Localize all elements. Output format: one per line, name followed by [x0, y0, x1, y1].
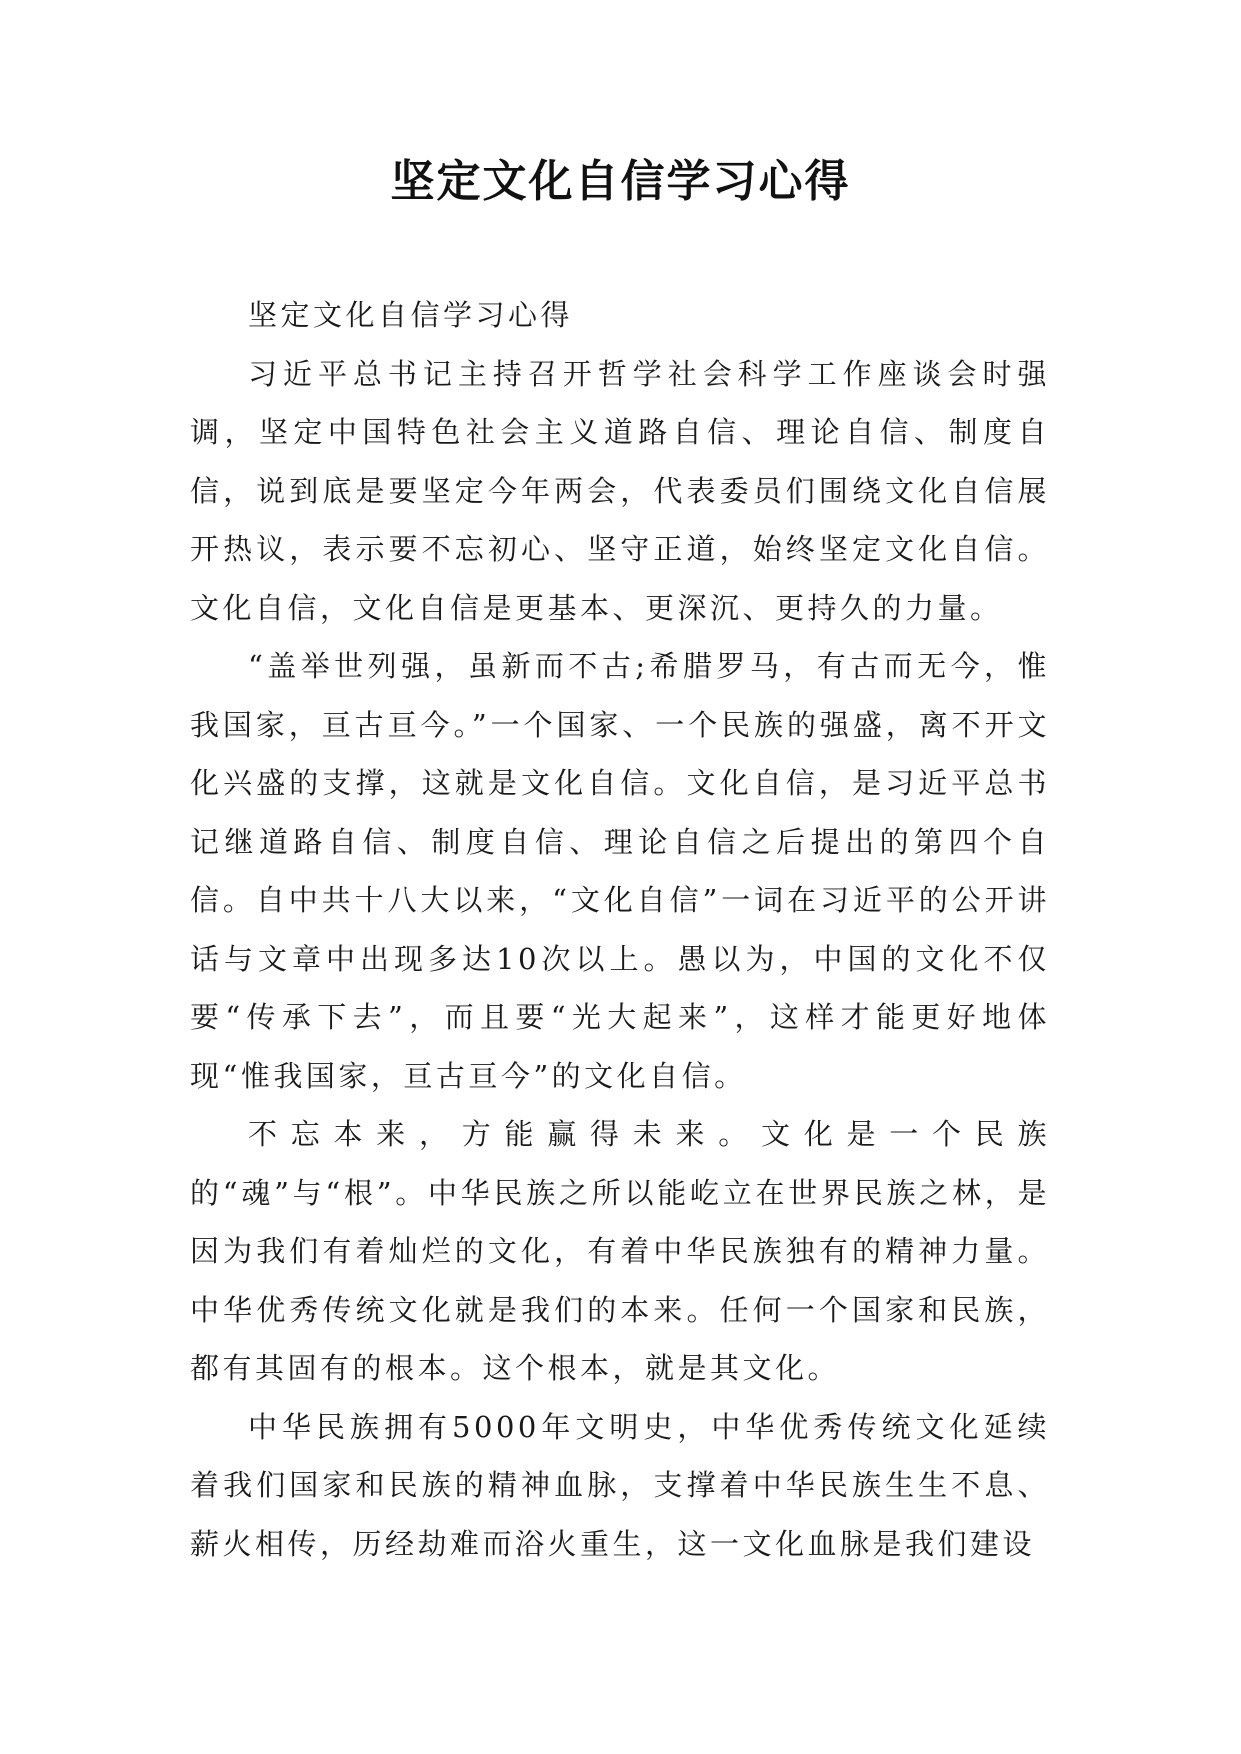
paragraph: 不忘本来，方能赢得未来。文化是一个民族的“魂”与“根”。中华民族之所以能屹立在世界民族之林，是因为我们有着灿烂的文化，有着中华民族独有的精神力量。中华优秀传统文化就是我们的本来。任何一个国家和民族，都有其固有的根本。这个根本，就是其文化。	[190, 1117, 1050, 1385]
paragraph-heading: 坚定文化自信学习心得	[248, 298, 574, 332]
document-title: 坚定文化自信学习心得	[390, 156, 851, 207]
paragraph: “盖举世列强，虽新而不古;希腊罗马，有古而无今，惟我国家，亘古亘今。”一个国家、一个民族的强盛，离不开文化兴盛的支撑，这就是文化自信。文化自信，是习近平总书记继道路自信、制度自信、理论自信之后提出的第四个自信。自中共十八大以来，“文化自信”一词在习近平的公开讲话与文章中出现多达10次以上。愚以为，中国的文化不仅要“传承下去”，而且要“光大起来”，这样才能更好地体现“惟我国家，亘古亘今”的文化自信。	[190, 649, 1050, 1093]
document-body	[190, 286, 1050, 1573]
paragraph: 习近平总书记主持召开哲学社会科学工作座谈会时强调，坚定中国特色社会主义道路自信、理论自信、制度自信，说到底是要坚定今年两会，代表委员们围绕文化自信展开热议，表示要不忘初心、坚守正道，始终坚定文化自信。文化自信，文化自信是更基本、更深沉、更持久的力量。	[190, 356, 1050, 625]
paragraph: 中华民族拥有5000年文明史，中华优秀传统文化延续着我们国家和民族的精神血脉，支撑着中华民族生生不息、薪火相传，历经劫难而浴火重生，这一文化血脉是我们建设	[190, 1409, 1050, 1561]
